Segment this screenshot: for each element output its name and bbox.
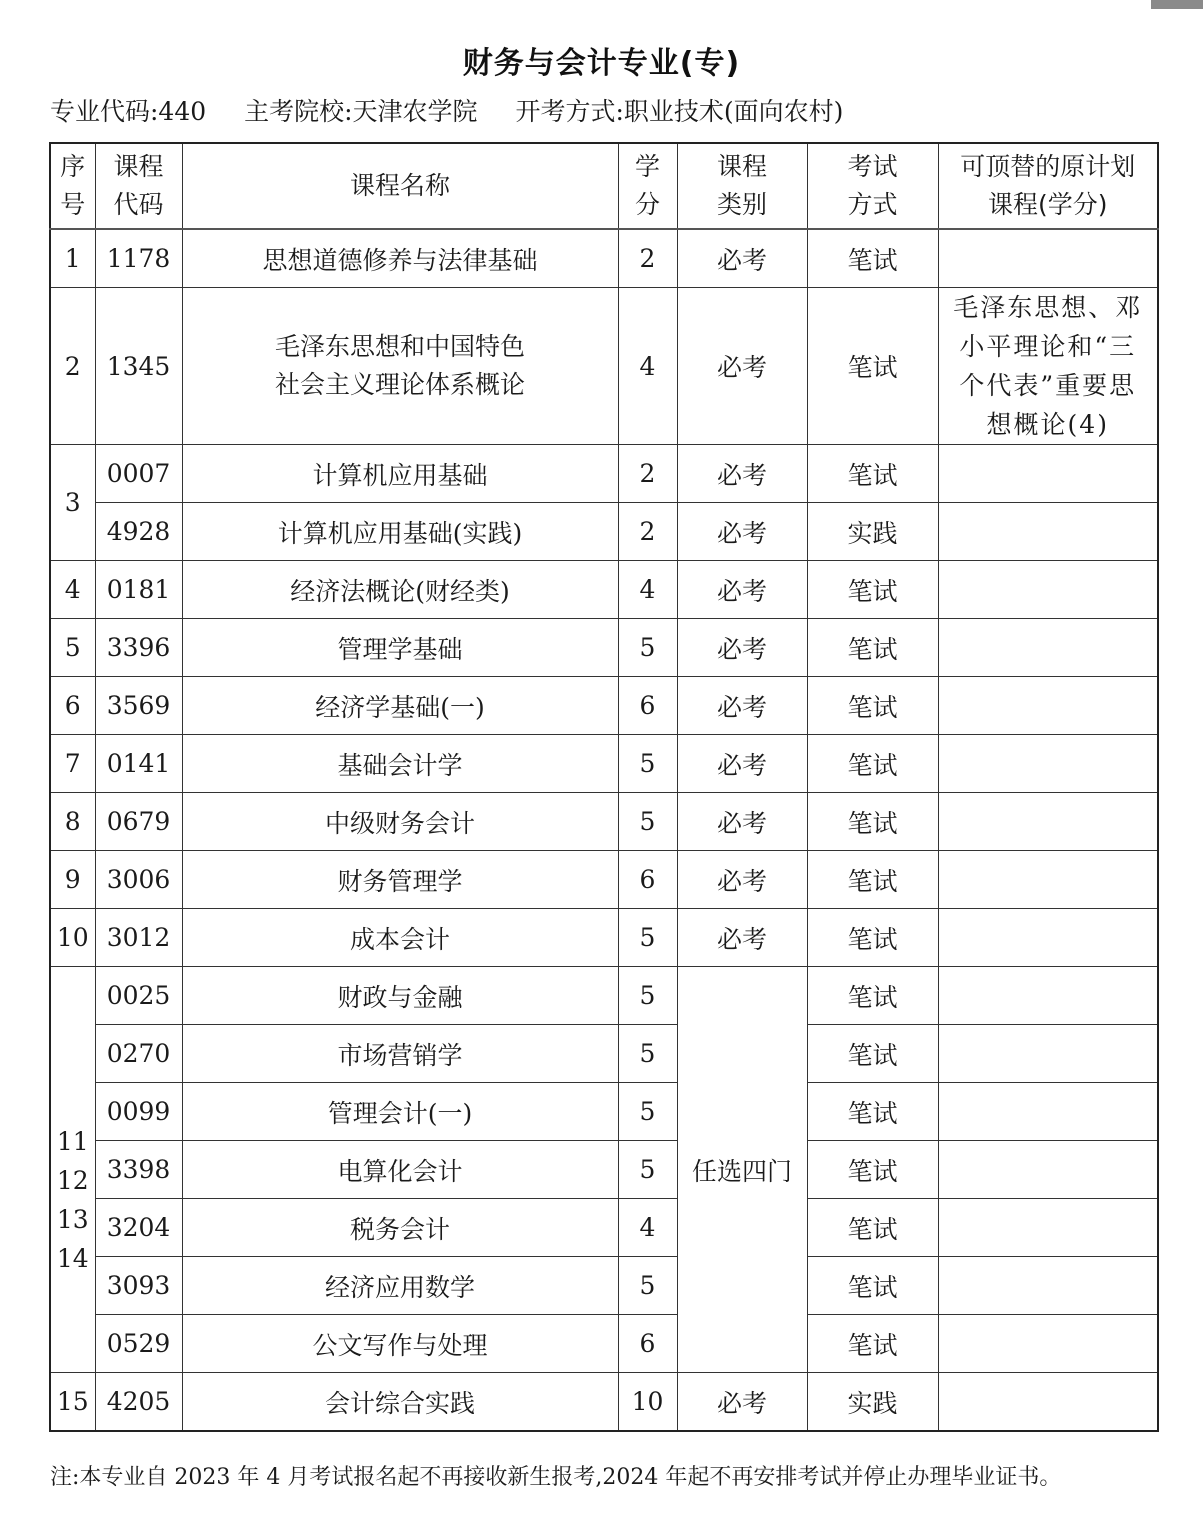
cell-method: 笔试 — [807, 1199, 938, 1257]
footnote: 注:本专业自 2023 年 4 月考试报名起不再接收新生报考,2024 年起不再安排考试并停止办理毕业证书。 — [50, 1465, 1062, 1490]
cell-name: 经济应用数学 — [182, 1257, 618, 1315]
cell-substitute: 毛泽东思想、邓 小平理论和“三 个代表”重要思 想概论(4) — [938, 288, 1158, 445]
major-meta — [50, 92, 873, 128]
table-row — [50, 735, 1158, 793]
cell-credit: 2 — [618, 229, 677, 288]
cell-method: 笔试 — [807, 288, 938, 445]
cell-credit: 4 — [618, 561, 677, 619]
table-row — [50, 445, 1158, 503]
cell-method: 笔试 — [807, 909, 938, 967]
cell-seq: 4 — [50, 561, 95, 619]
cell-method: 笔试 — [807, 677, 938, 735]
table-row — [50, 793, 1158, 851]
cell-type: 必考 — [677, 677, 807, 735]
cell-code: 0270 — [95, 1025, 182, 1083]
cell-credit: 6 — [618, 677, 677, 735]
table-row — [50, 1083, 1158, 1141]
cell-type: 必考 — [677, 229, 807, 288]
cell-substitute — [938, 1373, 1158, 1432]
cell-name: 公文写作与处理 — [182, 1315, 618, 1373]
cell-seq: 7 — [50, 735, 95, 793]
cell-code: 4928 — [95, 503, 182, 561]
cell-substitute — [938, 851, 1158, 909]
cell-method: 笔试 — [807, 793, 938, 851]
cell-code: 3093 — [95, 1257, 182, 1315]
cell-name: 计算机应用基础(实践) — [182, 503, 618, 561]
cell-name: 管理学基础 — [182, 619, 618, 677]
cell-method: 笔试 — [807, 1315, 938, 1373]
cell-seq: 8 — [50, 793, 95, 851]
cell-substitute — [938, 1025, 1158, 1083]
cell-name: 经济学基础(一) — [182, 677, 618, 735]
cell-name: 基础会计学 — [182, 735, 618, 793]
cell-code: 0529 — [95, 1315, 182, 1373]
cell-substitute — [938, 561, 1158, 619]
cell-code: 3396 — [95, 619, 182, 677]
cell-credit: 6 — [618, 851, 677, 909]
cell-code: 4205 — [95, 1373, 182, 1432]
cell-type: 必考 — [677, 1373, 807, 1432]
cell-name: 中级财务会计 — [182, 793, 618, 851]
cell-type-group: 任选四门 — [677, 967, 807, 1373]
cell-type: 必考 — [677, 909, 807, 967]
cell-substitute — [938, 503, 1158, 561]
cell-type: 必考 — [677, 793, 807, 851]
cell-code: 3569 — [95, 677, 182, 735]
cell-method: 笔试 — [807, 967, 938, 1025]
cell-substitute — [938, 967, 1158, 1025]
page-title: 财务与会计专业(专) — [462, 46, 741, 81]
header-code: 课程 代码 — [95, 143, 182, 229]
cell-substitute — [938, 229, 1158, 288]
table-row — [50, 967, 1158, 1025]
cell-name: 成本会计 — [182, 909, 618, 967]
course-plan-table — [49, 142, 1159, 1432]
header-name: 课程名称 — [182, 143, 618, 229]
cell-credit: 5 — [618, 1083, 677, 1141]
header-seq: 序 号 — [50, 143, 95, 229]
cell-credit: 2 — [618, 445, 677, 503]
cell-credit: 5 — [618, 735, 677, 793]
cell-code: 1345 — [95, 288, 182, 445]
cell-seq: 5 — [50, 619, 95, 677]
cell-seq: 10 — [50, 909, 95, 967]
cell-seq: 3 — [50, 445, 95, 561]
cell-method: 笔试 — [807, 445, 938, 503]
table-row — [50, 619, 1158, 677]
table-header-row — [50, 143, 1158, 229]
cell-method: 笔试 — [807, 1141, 938, 1199]
cell-code: 0099 — [95, 1083, 182, 1141]
cell-type: 必考 — [677, 735, 807, 793]
cell-name: 会计综合实践 — [182, 1373, 618, 1432]
major-code: 专业代码:440 — [50, 97, 207, 126]
cell-method: 笔试 — [807, 229, 938, 288]
cell-method: 笔试 — [807, 561, 938, 619]
cell-credit: 5 — [618, 619, 677, 677]
cell-name: 毛泽东思想和中国特色 社会主义理论体系概论 — [182, 288, 618, 445]
table-row — [50, 1199, 1158, 1257]
cell-name: 财政与金融 — [182, 967, 618, 1025]
cell-name: 经济法概论(财经类) — [182, 561, 618, 619]
cell-substitute — [938, 1315, 1158, 1373]
cell-method: 实践 — [807, 1373, 938, 1432]
cell-name: 计算机应用基础 — [182, 445, 618, 503]
cell-credit: 10 — [618, 1373, 677, 1432]
header-substitute: 可顶替的原计划 课程(学分) — [938, 143, 1158, 229]
table-row — [50, 561, 1158, 619]
cell-code: 0025 — [95, 967, 182, 1025]
corner-decoration — [1151, 0, 1203, 9]
cell-code: 3006 — [95, 851, 182, 909]
cell-substitute — [938, 1199, 1158, 1257]
table-row — [50, 851, 1158, 909]
cell-name: 管理会计(一) — [182, 1083, 618, 1141]
header-credit: 学 分 — [618, 143, 677, 229]
host-school: 主考院校:天津农学院 — [244, 97, 478, 126]
table-row — [50, 1141, 1158, 1199]
cell-method: 笔试 — [807, 735, 938, 793]
cell-method: 笔试 — [807, 1257, 938, 1315]
cell-seq-group: 11 12 13 14 — [50, 967, 95, 1373]
cell-seq: 2 — [50, 288, 95, 445]
cell-name: 思想道德修养与法律基础 — [182, 229, 618, 288]
cell-seq: 15 — [50, 1373, 95, 1432]
cell-credit: 5 — [618, 909, 677, 967]
cell-method: 笔试 — [807, 619, 938, 677]
cell-substitute — [938, 677, 1158, 735]
cell-credit: 5 — [618, 967, 677, 1025]
cell-substitute — [938, 1257, 1158, 1315]
table-row — [50, 1315, 1158, 1373]
cell-credit: 2 — [618, 503, 677, 561]
cell-substitute — [938, 445, 1158, 503]
cell-method: 笔试 — [807, 851, 938, 909]
cell-name: 财务管理学 — [182, 851, 618, 909]
cell-credit: 4 — [618, 1199, 677, 1257]
table-row — [50, 503, 1158, 561]
cell-type: 必考 — [677, 619, 807, 677]
cell-substitute — [938, 909, 1158, 967]
cell-substitute — [938, 793, 1158, 851]
cell-credit: 4 — [618, 288, 677, 445]
cell-code: 0679 — [95, 793, 182, 851]
cell-method: 笔试 — [807, 1083, 938, 1141]
cell-substitute — [938, 1083, 1158, 1141]
cell-credit: 5 — [618, 1025, 677, 1083]
table-row — [50, 1373, 1158, 1432]
cell-seq: 6 — [50, 677, 95, 735]
table-row — [50, 229, 1158, 288]
cell-credit: 6 — [618, 1315, 677, 1373]
cell-name: 电算化会计 — [182, 1141, 618, 1199]
cell-name: 市场营销学 — [182, 1025, 618, 1083]
cell-substitute — [938, 1141, 1158, 1199]
table-row — [50, 677, 1158, 735]
cell-substitute — [938, 735, 1158, 793]
table-row — [50, 909, 1158, 967]
cell-substitute — [938, 619, 1158, 677]
table-row — [50, 288, 1158, 445]
cell-seq: 1 — [50, 229, 95, 288]
table-row — [50, 1025, 1158, 1083]
cell-code: 0141 — [95, 735, 182, 793]
cell-code: 3204 — [95, 1199, 182, 1257]
header-type: 课程 类别 — [677, 143, 807, 229]
cell-type: 必考 — [677, 561, 807, 619]
cell-credit: 5 — [618, 1141, 677, 1199]
cell-type: 必考 — [677, 503, 807, 561]
cell-seq: 9 — [50, 851, 95, 909]
cell-code: 3398 — [95, 1141, 182, 1199]
cell-credit: 5 — [618, 1257, 677, 1315]
cell-credit: 5 — [618, 793, 677, 851]
cell-name: 税务会计 — [182, 1199, 618, 1257]
cell-type: 必考 — [677, 288, 807, 445]
cell-code: 0181 — [95, 561, 182, 619]
exam-mode: 开考方式:职业技术(面向农村) — [515, 97, 844, 126]
cell-type: 必考 — [677, 851, 807, 909]
cell-method: 实践 — [807, 503, 938, 561]
cell-method: 笔试 — [807, 1025, 938, 1083]
header-method: 考试 方式 — [807, 143, 938, 229]
cell-type: 必考 — [677, 445, 807, 503]
cell-code: 3012 — [95, 909, 182, 967]
cell-code: 0007 — [95, 445, 182, 503]
table-row — [50, 1257, 1158, 1315]
cell-code: 1178 — [95, 229, 182, 288]
